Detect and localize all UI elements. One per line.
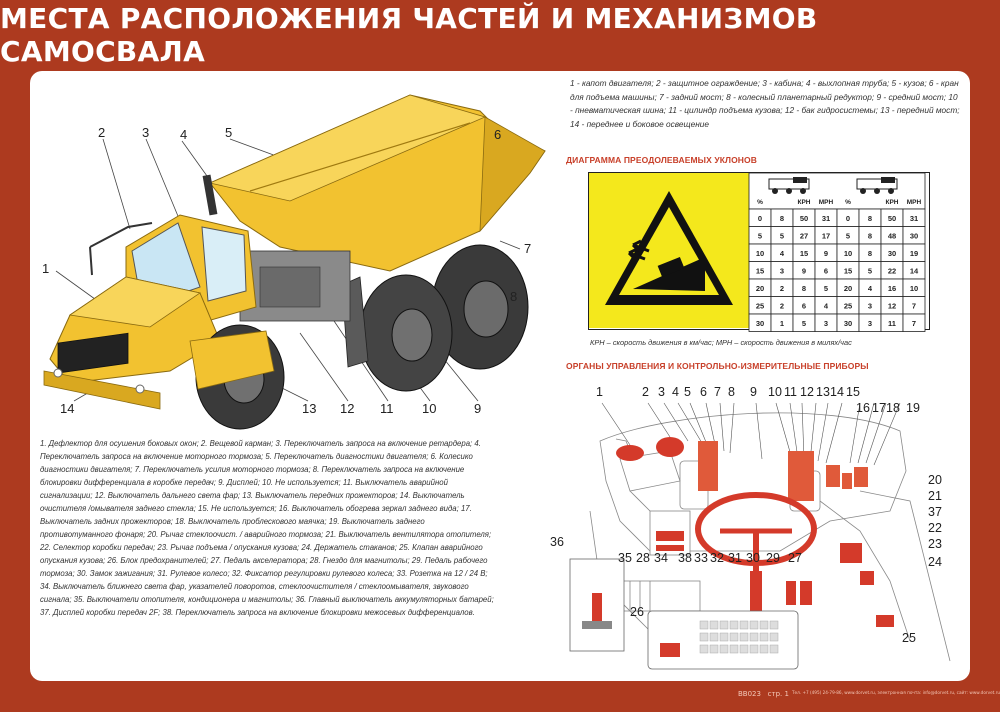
slope-table-value: 7 (911, 318, 917, 328)
slope-table-value: 2 (779, 301, 785, 311)
slope-table-value: 1 (779, 318, 785, 328)
dash-label-32: 32 (710, 551, 724, 565)
dash-label-27: 27 (788, 551, 802, 565)
slope-table-value: 30 (843, 318, 853, 328)
slope-table-value: 30 (909, 231, 919, 241)
slope-table-value: 19 (909, 248, 919, 258)
slope-table-value: 50 (799, 213, 809, 223)
dash-label-20: 20 (928, 473, 942, 487)
slope-table (749, 173, 929, 328)
truck-label-7: 7 (524, 241, 532, 256)
footer-code: ВВ023 стр. 1 (738, 690, 789, 698)
dash-label-38: 38 (678, 551, 692, 565)
slope-table-value: 15 (799, 248, 809, 258)
controls-legend: 1. Дефлектор для осушения боковых окон; 2. Вещевой карман; 3. Переключатель запроса на включение ретардера; 4. Переключатель запроса на включение моторного тормоза; 5. Переключатель диагностики двигателя; 6. Колесико диагностики двигателя; 7. Переключатель усилия моторного тормоза; 8. Переключатель запроса на включение блокировки дифференциала в коробке передач; 9. Дисплей; 10. Не используется; 11. Выключатель аварийной сигнализации; 12. Выключатель дальнего света фар; 13. Выключатель передних прожекторов; 14. Выключатель очистителя /омывателя заднего стекла; 15. Не используется; 16. Выключатель обогрева зеркал заднего вида; 17. Выключатель задних прожекторов; 18. Выключатель проблескового маячка; 19. Выключатель заднего противотуманного фонаря; 20. Рычаг стеклоочист. / аварийного тормоза; 21. Выключатель вентилятора отопителя; 22. Селектор коробки передач; 23. Рычаг подъема / опускания кузова; 24. Держатель стаканов; 25. Клапан аварийного опускания кузова; 26. Блок предохранителей; 27. Педаль акселератора; 28. Гнездо для магнитолы; 29. Педаль рабочего тормоза; 30. Замок зажигания; 31. Рулевое колесо; 32. Фиксатор регулировки рулевого колеса; 33. Розетка на 12 / 24 В; 34. Выключатель ближнего света фар, указателей поворотов, стеклоочистителя / стеклоомывателя, звукового сигнала; 35. Выключатели отопителя, кондиционера и магнитолы; 36. Главный выключатель аккумуляторных батарей; 37. Дисплей коробки передач 2F; 38. Переключатель запроса на включение блокировки межосевых дифференциалов. (40, 439, 494, 617)
slope-table-value: 15 (755, 266, 765, 276)
slope-table-header-cell: % (845, 199, 851, 206)
truck-label-5: 5 (225, 125, 233, 140)
slope-table-value: 50 (887, 213, 897, 223)
slope-table-value: 10 (755, 248, 765, 258)
slope-table-value: 10 (843, 248, 853, 258)
slope-table-value: 11 (888, 318, 896, 328)
dash-label-17: 17 (872, 401, 886, 415)
slope-table-value: 25 (843, 301, 853, 311)
slope-table-header-cell: МРН (818, 199, 834, 206)
truck-label-6: 6 (494, 127, 502, 142)
dash-label-36: 36 (550, 535, 564, 549)
slope-table-value: 20 (843, 283, 853, 293)
slope-table-value: 4 (867, 283, 873, 293)
dash-label-30: 30 (746, 551, 760, 565)
slope-table-value: 14 (909, 266, 919, 276)
dash-label-9: 9 (750, 385, 757, 399)
slope-table-value: 8 (779, 213, 785, 223)
slope-table-value: 5 (757, 231, 763, 241)
dash-label-5: 5 (684, 385, 691, 399)
dash-label-19: 19 (906, 401, 920, 415)
slope-table-value: 22 (887, 266, 897, 276)
slope-table-value: 0 (757, 213, 763, 223)
dash-label-11: 11 (784, 385, 797, 399)
truck-label-1: 1 (42, 261, 50, 276)
slope-table-value: 48 (887, 231, 897, 241)
slope-table-value: 3 (823, 318, 829, 328)
dash-label-37: 37 (928, 505, 942, 519)
slope-table-value: 30 (755, 318, 765, 328)
dash-label-28: 28 (636, 551, 650, 565)
truck-label-10: 10 (422, 401, 437, 416)
dash-label-13: 13 (816, 385, 830, 399)
dash-label-14: 14 (830, 385, 844, 399)
dash-label-16: 16 (856, 401, 870, 415)
dash-label-29: 29 (766, 551, 780, 565)
slope-table-value: 8 (867, 248, 873, 258)
truck-legend: 1 - капот двигателя; 2 - защитное ограждение; 3 - кабина; 4 - выхлопная труба; 5 - кузов; 6 - кран для подъема машины; 7 - задний мост; 8 - колесный планетарный редуктор; 9 - средний мост; 10 - пневматическая шина; 11 - цилиндр подъема кузова; 12 - бак гидросистемы; 13 - передний мост; 14 - переднее и боковое освещение (570, 78, 960, 129)
slope-table-value: 6 (823, 266, 829, 276)
dash-label-25: 25 (902, 631, 916, 645)
dash-label-10: 10 (768, 385, 782, 399)
dash-label-4: 4 (672, 385, 679, 399)
slope-table-value: 25 (755, 301, 765, 311)
truck-label-9: 9 (474, 401, 482, 416)
slope-table-header-cell: КРН (797, 199, 811, 206)
slope-table-header-cell: КРН (885, 199, 899, 206)
slope-section-title: ДИАГРАММА ПРЕОДОЛЕВАЕМЫХ УКЛОНОВ (566, 155, 757, 165)
slope-table-value: 5 (823, 283, 829, 293)
dash-label-8: 8 (728, 385, 735, 399)
slope-table-value: 3 (867, 318, 873, 328)
slope-table-value: 5 (867, 266, 873, 276)
slope-diagram (588, 172, 930, 330)
slope-table-value: 5 (779, 231, 785, 241)
dash-label-7: 7 (714, 385, 721, 399)
dash-label-22: 22 (928, 521, 942, 535)
truck-label-14: 14 (60, 401, 75, 416)
dash-label-2: 2 (642, 385, 649, 399)
truck-label-11: 11 (380, 401, 394, 416)
slope-caption: КРН – скорость движения в км/час; МРН – скорость движения в милях/час (590, 338, 852, 347)
dump-truck-illustration (30, 71, 570, 431)
dash-label-23: 23 (928, 537, 942, 551)
slope-table-value: 27 (799, 231, 809, 241)
dash-label-34: 34 (654, 551, 668, 565)
dash-label-26: 26 (630, 605, 644, 619)
slope-table-value: 2 (779, 283, 785, 293)
dash-label-1: 1 (596, 385, 603, 399)
dash-label-12: 12 (800, 385, 814, 399)
truck-label-12: 12 (340, 401, 355, 416)
slope-table-value: 12 (887, 301, 897, 311)
slope-table-value: 0 (845, 213, 851, 223)
slope-table-value: 8 (801, 283, 807, 293)
slope-table-header-cell: % (757, 199, 763, 206)
dash-label-6: 6 (700, 385, 707, 399)
slope-table-value: 5 (801, 318, 807, 328)
slope-table-value: 16 (887, 283, 897, 293)
truck-label-3: 3 (142, 125, 150, 140)
dash-label-21: 21 (928, 489, 942, 503)
content-panel (30, 71, 970, 681)
footer-note: Тел. +7 (495) 24-79-86, www.dorvet.ru, электронная почта: info@dorvet.ru, сайт: www.dorvet.ru (792, 690, 1000, 695)
slope-table-value: 5 (845, 231, 851, 241)
slope-table-value: 17 (821, 231, 831, 241)
slope-table-value: 4 (823, 301, 829, 311)
dash-label-15: 15 (846, 385, 860, 399)
truck-label-4: 4 (180, 127, 188, 142)
dash-label-31: 31 (728, 551, 742, 565)
truck-label-8: 8 (510, 289, 518, 304)
slope-table-value: 6 (801, 301, 807, 311)
slope-table-value: 9 (823, 248, 829, 258)
slope-table-value: 20 (755, 283, 765, 293)
slope-table-value: 9 (801, 266, 807, 276)
dash-label-3: 3 (658, 385, 665, 399)
slope-warning-sign (589, 173, 749, 328)
slope-table-value: 3 (867, 301, 873, 311)
slope-table-value: 4 (779, 248, 785, 258)
dash-label-35: 35 (618, 551, 632, 565)
truck-label-2: 2 (98, 125, 106, 140)
dash-label-18: 18 (886, 401, 900, 415)
slope-table-value: 8 (867, 231, 873, 241)
slope-table-value: 31 (821, 213, 831, 223)
slope-table-value: 10 (909, 283, 919, 293)
dash-label-24: 24 (928, 555, 942, 569)
slope-table-value: 31 (909, 213, 919, 223)
slope-table-value: 8 (867, 213, 873, 223)
controls-section-title: ОРГАНЫ УПРАВЛЕНИЯ И КОНТРОЛЬНО-ИЗМЕРИТЕЛЬНЫЕ ПРИБОРЫ (566, 361, 869, 371)
slope-table-value: 7 (911, 301, 917, 311)
slope-table-value: 30 (887, 248, 897, 258)
dash-label-33: 33 (694, 551, 708, 565)
slope-table-value: 15 (843, 266, 853, 276)
page-title: МЕСТА РАСПОЛОЖЕНИЯ ЧАСТЕЙ И МЕХАНИЗМОВ САМОСВАЛА (0, 2, 818, 68)
slope-table-header-cell: МРН (906, 199, 922, 206)
slope-table-value: 3 (779, 266, 785, 276)
truck-label-13: 13 (302, 401, 317, 416)
